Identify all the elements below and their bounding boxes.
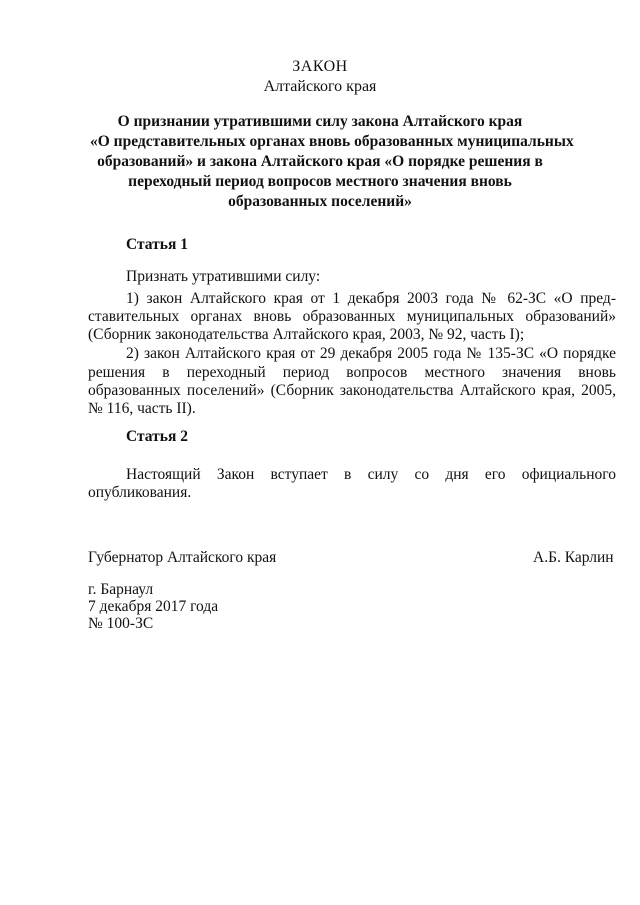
title-line: О признании утратившими силу закона Алтайского края (117, 113, 523, 130)
title-line: образованных поселений» (228, 193, 412, 210)
title-line: образований» и закона Алтайского края «О порядке решения в (97, 153, 543, 170)
article-1-intro: Признать утратившими силу: (126, 268, 321, 285)
article-1-item-2-line: № 116, часть II). (88, 400, 196, 417)
article-1-item-1-line: (Сборник законодательства Алтайского края, 2003, № 92, часть I); (88, 326, 525, 343)
article-1-heading: Статья 1 (126, 236, 188, 253)
article-2-text-line: Настоящий Закон вступает в силу со дня его официального (126, 466, 616, 483)
law-number: № 100-ЗС (88, 615, 154, 632)
signing-date: 7 декабря 2017 года (88, 598, 219, 615)
article-1-item-1-line: ставительных органах вновь образованных муниципальных образований» (88, 308, 616, 325)
article-1-item-2-line: образованных поселений» (Сборник законодательства Алтайского края, 2005, (88, 382, 616, 399)
article-1-item-2-line: 2) закон Алтайского края от 29 декабря 2005 года № 135-ЗС «О порядке (126, 345, 616, 362)
signatory-name: А.Б. Карлин (533, 549, 614, 566)
article-2-text-line: опубликования. (88, 484, 192, 501)
document-issuer: Алтайского края (263, 78, 377, 95)
article-1-item-2-line: решения в переходный период вопросов местного значения вновь (88, 364, 616, 381)
document-title (90, 112, 574, 212)
title-line: переходный период вопросов местного значения вновь (128, 173, 512, 190)
article-1-item-1-line: 1) закон Алтайского края от 1 декабря 2003 года № 62-ЗС «О пред- (126, 290, 616, 307)
article-2-heading: Статья 2 (126, 428, 188, 445)
place-of-signing: г. Барнаул (88, 581, 154, 598)
document-type: ЗАКОН (292, 58, 348, 75)
signatory-title: Губернатор Алтайского края (88, 549, 277, 566)
title-line: «О представительных органах вновь образованных муниципальных (90, 133, 574, 150)
